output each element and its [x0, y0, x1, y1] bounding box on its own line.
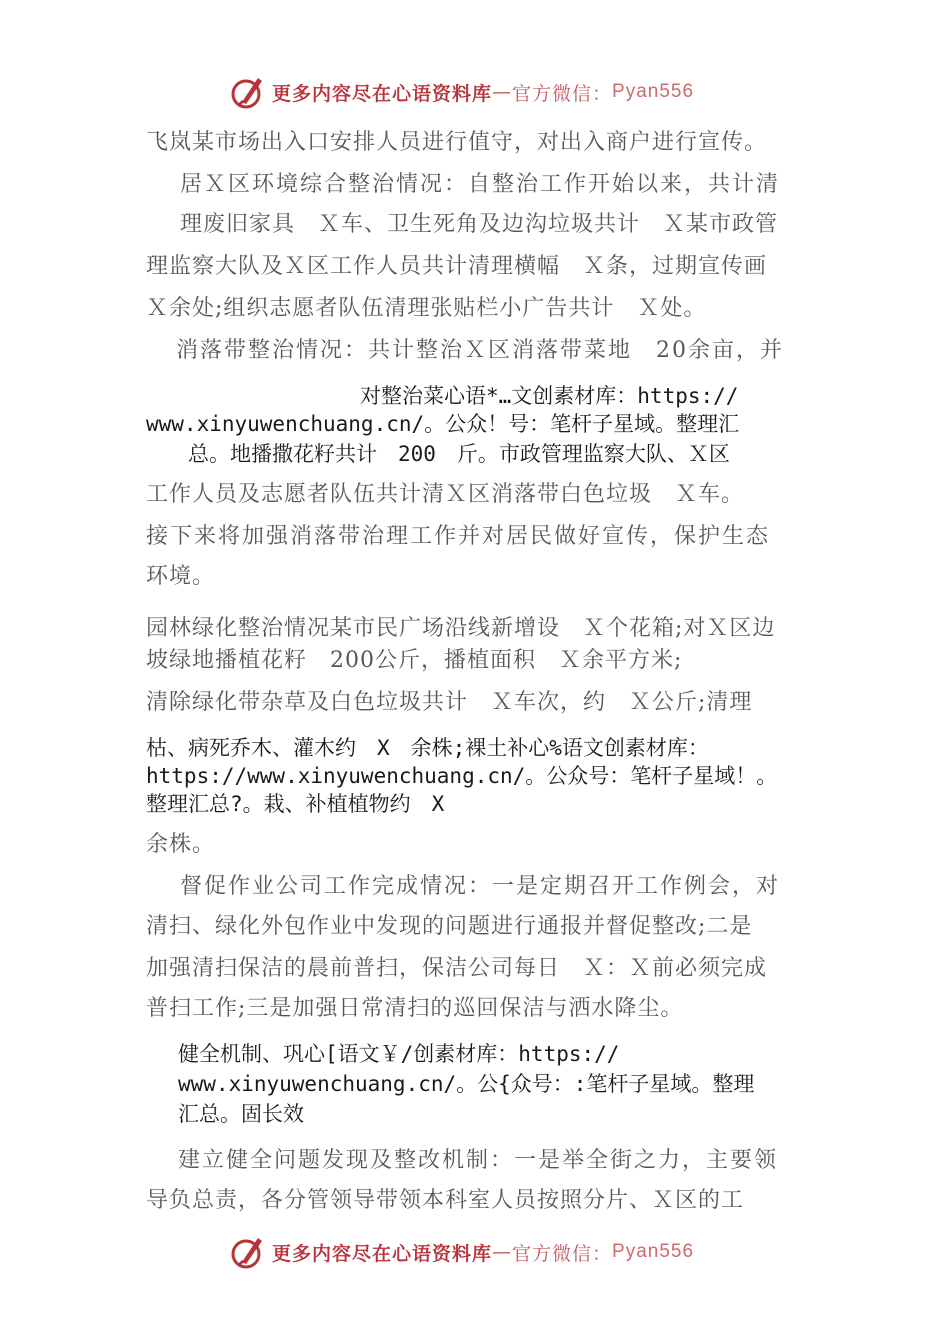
header-wechat-label: 官方微信：	[512, 82, 613, 105]
body-line: 加强清扫保洁的晨前普扫，保洁公司每日 Ｘ：Ｘ前必须完成	[146, 956, 768, 981]
quill-pen-logo-icon	[228, 1232, 268, 1272]
body-line: 飞岚某市场出入口安排人员进行值守，对出入商户进行宣传。	[146, 130, 768, 155]
body-line: 理废旧家具 Ｘ车、卫生死角及边沟垃圾共计 Ｘ某市政管	[180, 212, 779, 237]
quill-pen-logo-icon	[228, 72, 268, 112]
watermark-line: www.xinyuwenchuang.cn/。公众！号：笔杆子星域。整理汇	[146, 412, 740, 436]
watermark-line: 汇总。固长效	[178, 1102, 304, 1126]
header-banner	[228, 72, 694, 112]
watermark-line: 枯、病死乔木、灌木约 X 余株;裸土补心%语文创素材库：	[146, 736, 709, 760]
watermark-line: 整理汇总?。栽、补植植物约 X	[146, 792, 445, 816]
body-line: 消落带整治情况：共计整治Ｘ区消落带菜地 20余亩，并	[176, 338, 784, 363]
body-line: Ｘ余处;组织志愿者队伍清理张贴栏小广告共计 Ｘ处。	[146, 296, 707, 321]
footer-site-name: 更多内容尽在心语资料库	[272, 1242, 493, 1265]
footer-wechat-id: Pyan556	[612, 1241, 695, 1262]
watermark-line: 总。地播撒花籽共计 200 斤。市政管理监察大队、Ｘ区	[188, 442, 730, 466]
body-line: 理监察大队及Ｘ区工作人员共计清理横幅 Ｘ条，过期宣传画	[146, 254, 768, 279]
body-line: 清除绿化带杂草及白色垃圾共计 Ｘ车次，约 Ｘ公斤;清理	[146, 690, 753, 715]
header-site-name: 更多内容尽在心语资料库	[272, 82, 493, 105]
body-line: 环境。	[146, 564, 216, 589]
watermark-line: 对整治菜心语*…文创素材库：https://	[360, 384, 739, 408]
body-line: 余株。	[146, 832, 216, 857]
watermark-line: 健全机制、巩心[语文￥/创素材库：https://	[178, 1042, 620, 1066]
body-line: 园林绿化整治情况某市民广场沿线新增设 Ｘ个花箱;对Ｘ区边	[146, 616, 776, 641]
body-line: 坡绿地播植花籽 200公斤，播植面积 Ｘ余平方米;	[146, 648, 683, 673]
body-line: 建立健全问题发现及整改机制：一是举全街之力，主要领	[178, 1148, 779, 1173]
watermark-line: https://www.xinyuwenchuang.cn/。公众号：笔杆子星域！。	[146, 764, 778, 788]
body-line: 导负总责，各分管领导带领本科室人员按照分片、Ｘ区的工	[146, 1188, 745, 1213]
body-line: 工作人员及志愿者队伍共计清Ｘ区消落带白色垃圾 Ｘ车。	[146, 482, 745, 507]
body-line: 居Ｘ区环境综合整治情况：自整治工作开始以来，共计清	[180, 172, 781, 197]
body-line: 接下来将加强消落带治理工作并对居民做好宣传，保护生态	[146, 524, 771, 549]
watermark-line: www.xinyuwenchuang.cn/。公{众号：:笔杆子星域。整理	[178, 1072, 755, 1096]
footer-banner	[228, 1232, 694, 1272]
footer-separator: —	[492, 1241, 513, 1263]
header-separator: —	[492, 81, 513, 103]
body-line: 清扫、绿化外包作业中发现的问题进行通报并督促整改;二是	[146, 914, 753, 939]
footer-wechat-label: 官方微信：	[512, 1242, 613, 1265]
header-wechat-id: Pyan556	[612, 81, 695, 102]
body-line: 督促作业公司工作完成情况：一是定期召开工作例会，对	[180, 874, 781, 899]
body-line: 普扫工作;三是加强日常清扫的巡回保洁与洒水降尘。	[146, 996, 684, 1021]
